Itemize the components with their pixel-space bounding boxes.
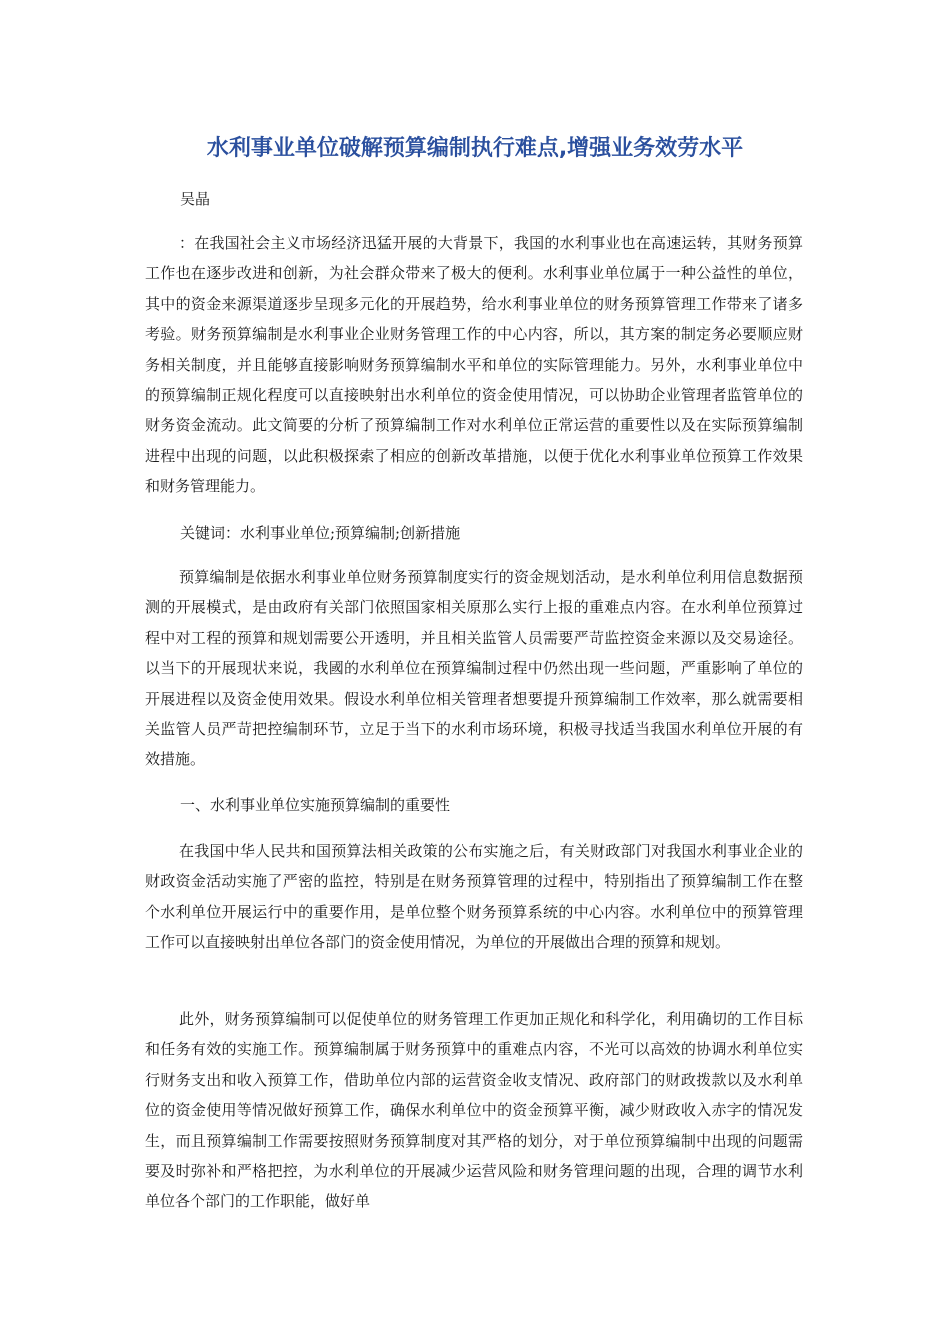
intro-paragraph: 预算编制是依据水利事业单位财务预算制度实行的资金规划活动，是水利单位利用信息数据预测的开展模式，是由政府有关部门依照国家相关原那么实行上报的重难点内容。在水利单位预算过程中对工程的预算和规划需要公开透明，并且相关监管人员需要严苛监控资金来源以及交易途径。以当下的开展现状来说，我國的水利单位在预算编制过程中仍然出现一些问题，严重影响了单位的开展进程以及资金使用效果。假设水利单位相关管理者想要提升预算编制工作效率，那么就需要相关监管人员严苛把控编制环节，立足于当下的水利市场环境，积极寻找适当我国水利单位开展的有效措施。 — [145, 568, 803, 769]
keywords-line: 关键词：水利事业单位;预算编制;创新措施 — [180, 524, 461, 542]
document-title: 水利事业单位破解预算编制执行难点,增强业务效劳水平 — [206, 136, 744, 161]
abstract-paragraph: ：在我国社会主义市场经济迅猛开展的大背景下，我国的水利事业也在高速运转，其财务预算工作也在逐步改进和创新，为社会群众带来了极大的便利。水利事业单位属于一种公益性的单位，其中的资金来源渠道逐步呈现多元化的开展趋势，给水利事业单位的财务预算管理工作带来了诸多考验。财务预算编制是水利事业企业财务管理工作的中心内容，所以，其方案的制定务必要顺应财务相关制度，并且能够直接影响财务预算编制水平和单位的实际管理能力。另外，水利事业单位中的预算编制正规化程度可以直接映射出水利单位的资金使用情况，可以协助企业管理者监管单位的财务资金流动。此文简要的分析了预算编制工作对水利单位正常运营的重要性以及在实际预算编制进程中出现的问题，以此积极探索了相应的创新改革措施，以便于优化水利事业单位预算工作效果和财务管理能力。 — [145, 234, 803, 496]
author-name: 吴晶 — [180, 190, 211, 208]
section-1-paragraph-1: 在我国中华人民共和国预算法相关政策的公布实施之后，有关财政部门对我国水利事业企业的财政资金活动实施了严密的监控，特别是在财务预算管理的过程中，特别指出了预算编制工作在整个水利单位开展运行中的重要作用，是单位整个财务预算系统的中心内容。水利单位中的预算管理工作可以直接映射出单位各部门的资金使用情况，为单位的开展做出合理的预算和规划。 — [145, 842, 803, 952]
section-1-heading: 一、水利事业单位实施预算编制的重要性 — [180, 796, 451, 814]
section-1-paragraph-2: 此外，财务预算编制可以促使单位的财务管理工作更加正规化和科学化，利用确切的工作目标和任务有效的实施工作。预算编制属于财务预算中的重难点内容，不光可以高效的协调水利单位实行财务支出和收入预算工作，借助单位内部的运营资金收支情况、政府部门的财政拨款以及水利单位的资金使用等情况做好预算工作，确保水利单位中的资金预算平衡，减少财政收入赤字的情况发生，而且预算编制工作需要按照财务预算制度对其严格的划分，对于单位预算编制中出现的问题需要及时弥补和严格把控，为水利单位的开展减少运营风险和财务管理问题的出现，合理的调节水利单位各个部门的工作职能，做好单 — [145, 1010, 803, 1211]
